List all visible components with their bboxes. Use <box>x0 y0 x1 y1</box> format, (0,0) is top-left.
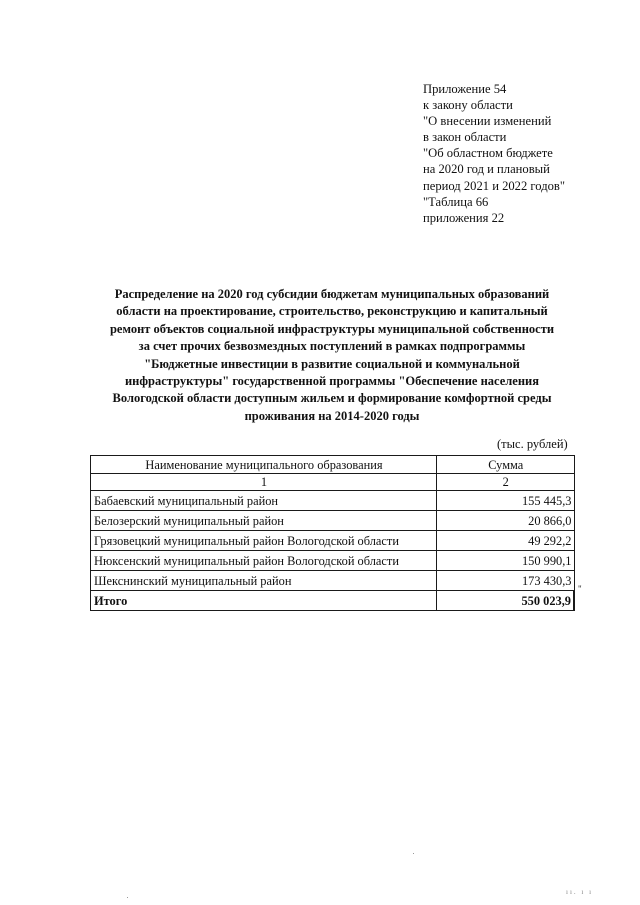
subsidy-sum: 155 445,3 <box>437 491 575 511</box>
appendix-line: "Об областном бюджете <box>423 146 553 161</box>
table-header-row <box>91 456 575 474</box>
total-row <box>91 591 575 611</box>
appendix-line: приложения 22 <box>423 210 505 225</box>
title-line: ремонт объектов социальной инфраструктуры муниципальной собственности <box>109 321 555 336</box>
title-line: инфраструктуры" государственной программы "Обеспечение населения <box>124 374 540 389</box>
table-row <box>91 531 575 551</box>
title-line: за счет прочих безвозмездных поступлений в рамках подпрограммы <box>138 339 526 354</box>
table-row <box>91 551 575 571</box>
appendix-line: "О внесении изменений <box>423 114 552 129</box>
appendix-line: на 2020 год и плановый <box>423 162 550 177</box>
total-sum: 550 023,9 <box>437 591 575 611</box>
table-row <box>91 491 575 511</box>
municipality-name: Белозерский муниципальный район <box>91 511 437 531</box>
title-line: проживания на 2014-2020 годы <box>244 408 420 423</box>
municipality-name: Бабаевский муниципальный район <box>91 491 437 511</box>
municipality-name: Грязовецкий муниципальный район Вологодской области <box>91 531 437 551</box>
municipality-name: Нюксенский муниципальный район Вологодской области <box>91 551 437 571</box>
table-row <box>91 511 575 531</box>
appendix-line: период 2021 и 2022 годов" <box>423 178 565 193</box>
scan-dot <box>413 853 414 854</box>
subsidy-table <box>90 455 575 611</box>
title-line: "Бюджетные инвестиции в развитие социальной и коммунальной <box>144 356 520 371</box>
title-line: области на проектирование, строительство, реконструкцию и капитальный <box>116 304 548 319</box>
subsidy-sum: 49 292,2 <box>437 531 575 551</box>
header-sum: Сумма <box>437 456 575 474</box>
units-label: (тыс. рублей) <box>497 437 568 451</box>
title-line: Распределение на 2020 год субсидии бюджетам муниципальных образований <box>114 287 550 301</box>
column-number-row <box>91 474 575 491</box>
municipality-name: Шекснинский муниципальный район <box>91 571 437 591</box>
header-name: Наименование муниципального образования <box>91 456 437 474</box>
scan-specks: ıı. ı ı <box>566 888 594 896</box>
appendix-line: "Таблица 66 <box>423 194 489 209</box>
document-title <box>70 286 594 425</box>
appendix-line: к закону области <box>423 98 513 113</box>
table-row <box>91 571 575 591</box>
column-number: 2 <box>437 474 575 491</box>
scan-dot <box>127 897 128 898</box>
subsidy-sum: 20 866,0 <box>437 511 575 531</box>
column-number: 1 <box>91 474 437 491</box>
appendix-line: Приложение 54 <box>423 82 507 96</box>
appendix-line: в закон области <box>423 130 507 145</box>
total-label: Итого <box>91 591 437 611</box>
subsidy-sum: 150 990,1 <box>437 551 575 571</box>
appendix-reference <box>423 81 565 226</box>
closing-quote: " <box>578 584 582 594</box>
title-line: Вологодской области доступным жильем и формирование комфортной среды <box>112 391 552 406</box>
subsidy-sum: 173 430,3 <box>437 571 575 591</box>
